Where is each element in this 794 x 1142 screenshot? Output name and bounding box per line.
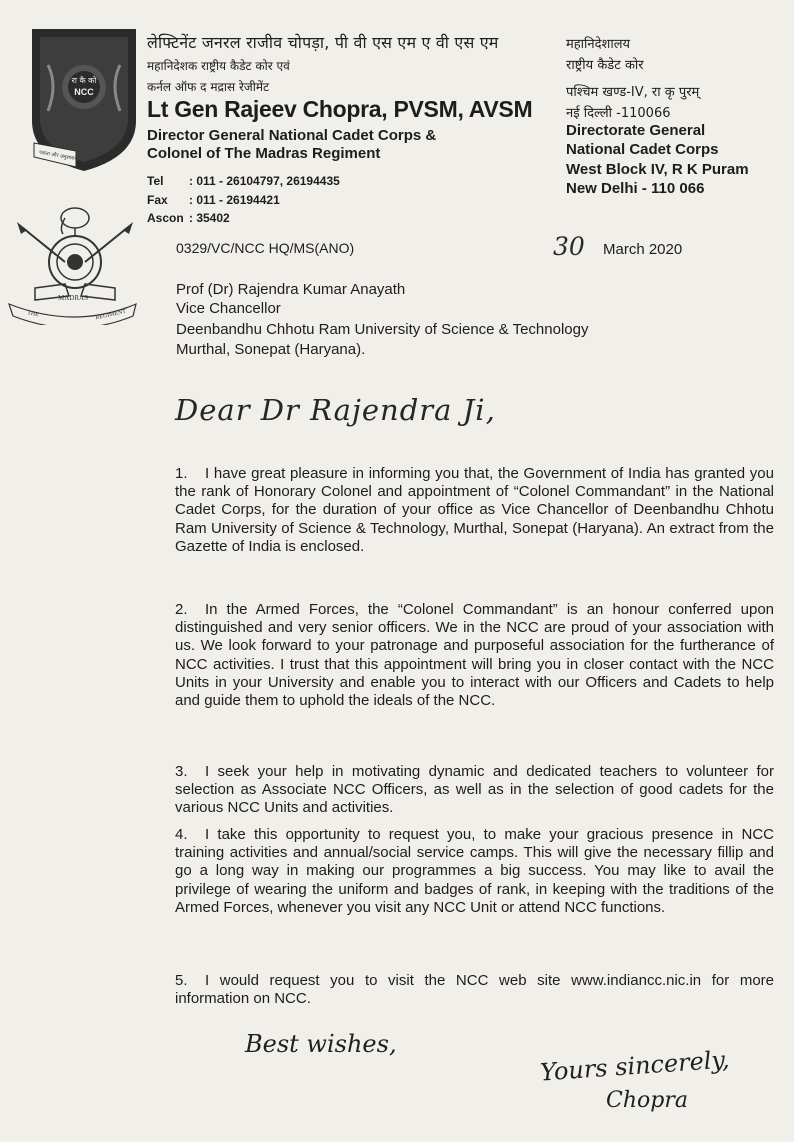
designation-1: Director General National Cadet Corps &	[147, 127, 437, 144]
paragraph-number: 2.	[175, 601, 188, 618]
office-hindi-3: पश्चिम खण्ड-IV, रा कृ पुरम्	[566, 85, 700, 100]
paragraph-text: I have great pleasure in informing you that, the Government of India has granted you the rank of Honorary Colonel and appointment of “Colonel Commandant” in the National Cadet Corps, for the duration of your office as Vice Chancellor of Deenbandhu Chhotu Ram University of Science & Technology, Murthal, Sonepat (Haryana). An extract from the Gazette of India is enclosed.	[175, 465, 774, 555]
ascon-label: Ascon	[147, 211, 184, 225]
paragraph-number: 1.	[175, 465, 188, 482]
date-day-handwritten: 30	[553, 232, 585, 261]
paragraph-number: 3.	[175, 763, 188, 780]
ncc-emblem-text: NCC	[74, 87, 94, 97]
madras-right-text: REGIMENT	[95, 308, 127, 322]
ascon-value: : 35402	[189, 211, 230, 225]
ncc-emblem-icon	[28, 25, 140, 175]
officer-name-hindi: लेफ्टिनेंट जनरल राजीव चोपड़ा, पी वी एस एम ए वी एस एम	[147, 33, 499, 52]
office-en-2: National Cadet Corps	[566, 141, 719, 158]
fax-line	[147, 193, 280, 207]
paragraph-text: I seek your help in motivating dynamic and dedicated teachers to volunteer for selection as Associate NCC Officers, as well as in the selection of good cadets for the various NCC Units and activities.	[175, 763, 774, 817]
paragraph-5	[175, 972, 774, 1008]
office-en-3: West Block IV, R K Puram	[566, 161, 749, 178]
date-month-year: March 2020	[603, 241, 683, 258]
paragraph-2	[175, 601, 774, 710]
salutation-handwritten: Dear Dr Rajendra Ji,	[175, 393, 496, 427]
designation-hindi-2: कर्नल ऑफ द मद्रास रेजीमेंट	[147, 80, 270, 94]
designation-hindi-1: महानिदेशक राष्ट्रीय कैडेट कोर एवं	[147, 59, 290, 73]
ascon-line	[147, 211, 230, 225]
recipient-line-4: Murthal, Sonepat (Haryana).	[176, 341, 366, 358]
office-hindi-4: नई दिल्ली -110066	[566, 106, 671, 121]
signoff-handwritten: Yours sincerely,	[539, 1045, 731, 1087]
paragraph-3	[175, 763, 774, 818]
madras-regiment-emblem-icon	[5, 200, 140, 325]
paragraph-1	[175, 465, 774, 556]
officer-name: Lt Gen Rajeev Chopra, PVSM, AVSM	[147, 96, 533, 122]
office-en-4: New Delhi - 110 066	[566, 180, 705, 197]
letter-reference: 0329/VC/NCC HQ/MS(ANO)	[176, 240, 355, 256]
office-en-1: Directorate General	[566, 122, 706, 139]
madras-center-text: MADRAS	[58, 294, 88, 302]
paragraph-4	[175, 826, 774, 917]
tel-value: : 011 - 26104797, 26194435	[189, 174, 340, 188]
madras-left-text: THE	[26, 310, 40, 319]
ncc-emblem-hi: रा कै को	[71, 76, 97, 85]
signature: Chopra	[606, 1088, 688, 1113]
office-hindi-1: महानिदेशालय	[566, 37, 631, 52]
designation-2: Colonel of The Madras Regiment	[147, 145, 381, 162]
paragraph-text: I take this opportunity to request you, to make your gracious presence in NCC training activities and annual/social service camps. This will give the necessary fillip and go a long way in making our programmes a big success. You may like to avail the privilege of wearing the uniform and badges of rank, in keeping with the traditions of the Armed Forces, whenever you visit any NCC Unit or attend NCC functions.	[175, 826, 774, 916]
paragraph-text: In the Armed Forces, the “Colonel Commandant” is an honour conferred upon distinguished and very senior officers. We in the NCC are proud of your association with us. We look forward to your patronage and purposeful association for the furtherance of NCC activities. I trust that this appointment will bring you in closer contact with the NCC Units in your University and enable you to interact with our Officers and Cadets to help and guide them to uphold the ideals of the NCC.	[175, 601, 774, 710]
paragraph-number: 5.	[175, 972, 188, 989]
closing-handwritten: Best wishes,	[245, 1030, 397, 1058]
paragraph-number: 4.	[175, 826, 188, 843]
recipient-line-1: Prof (Dr) Rajendra Kumar Anayath	[176, 281, 406, 298]
ncc-emblem-motto: एकता और अनुशासन	[38, 149, 78, 163]
recipient-line-2: Vice Chancellor	[176, 300, 281, 317]
office-hindi-2: राष्ट्रीय कैडेट कोर	[566, 58, 644, 73]
tel-line	[147, 174, 340, 188]
paragraph-text: I would request you to visit the NCC web site www.indiancc.nic.in for more information on NCC.	[175, 972, 774, 1008]
fax-value: : 011 - 26194421	[189, 193, 280, 207]
fax-label: Fax	[147, 193, 168, 207]
recipient-line-3: Deenbandhu Chhotu Ram University of Science & Technology	[176, 321, 589, 338]
tel-label: Tel	[147, 174, 164, 188]
